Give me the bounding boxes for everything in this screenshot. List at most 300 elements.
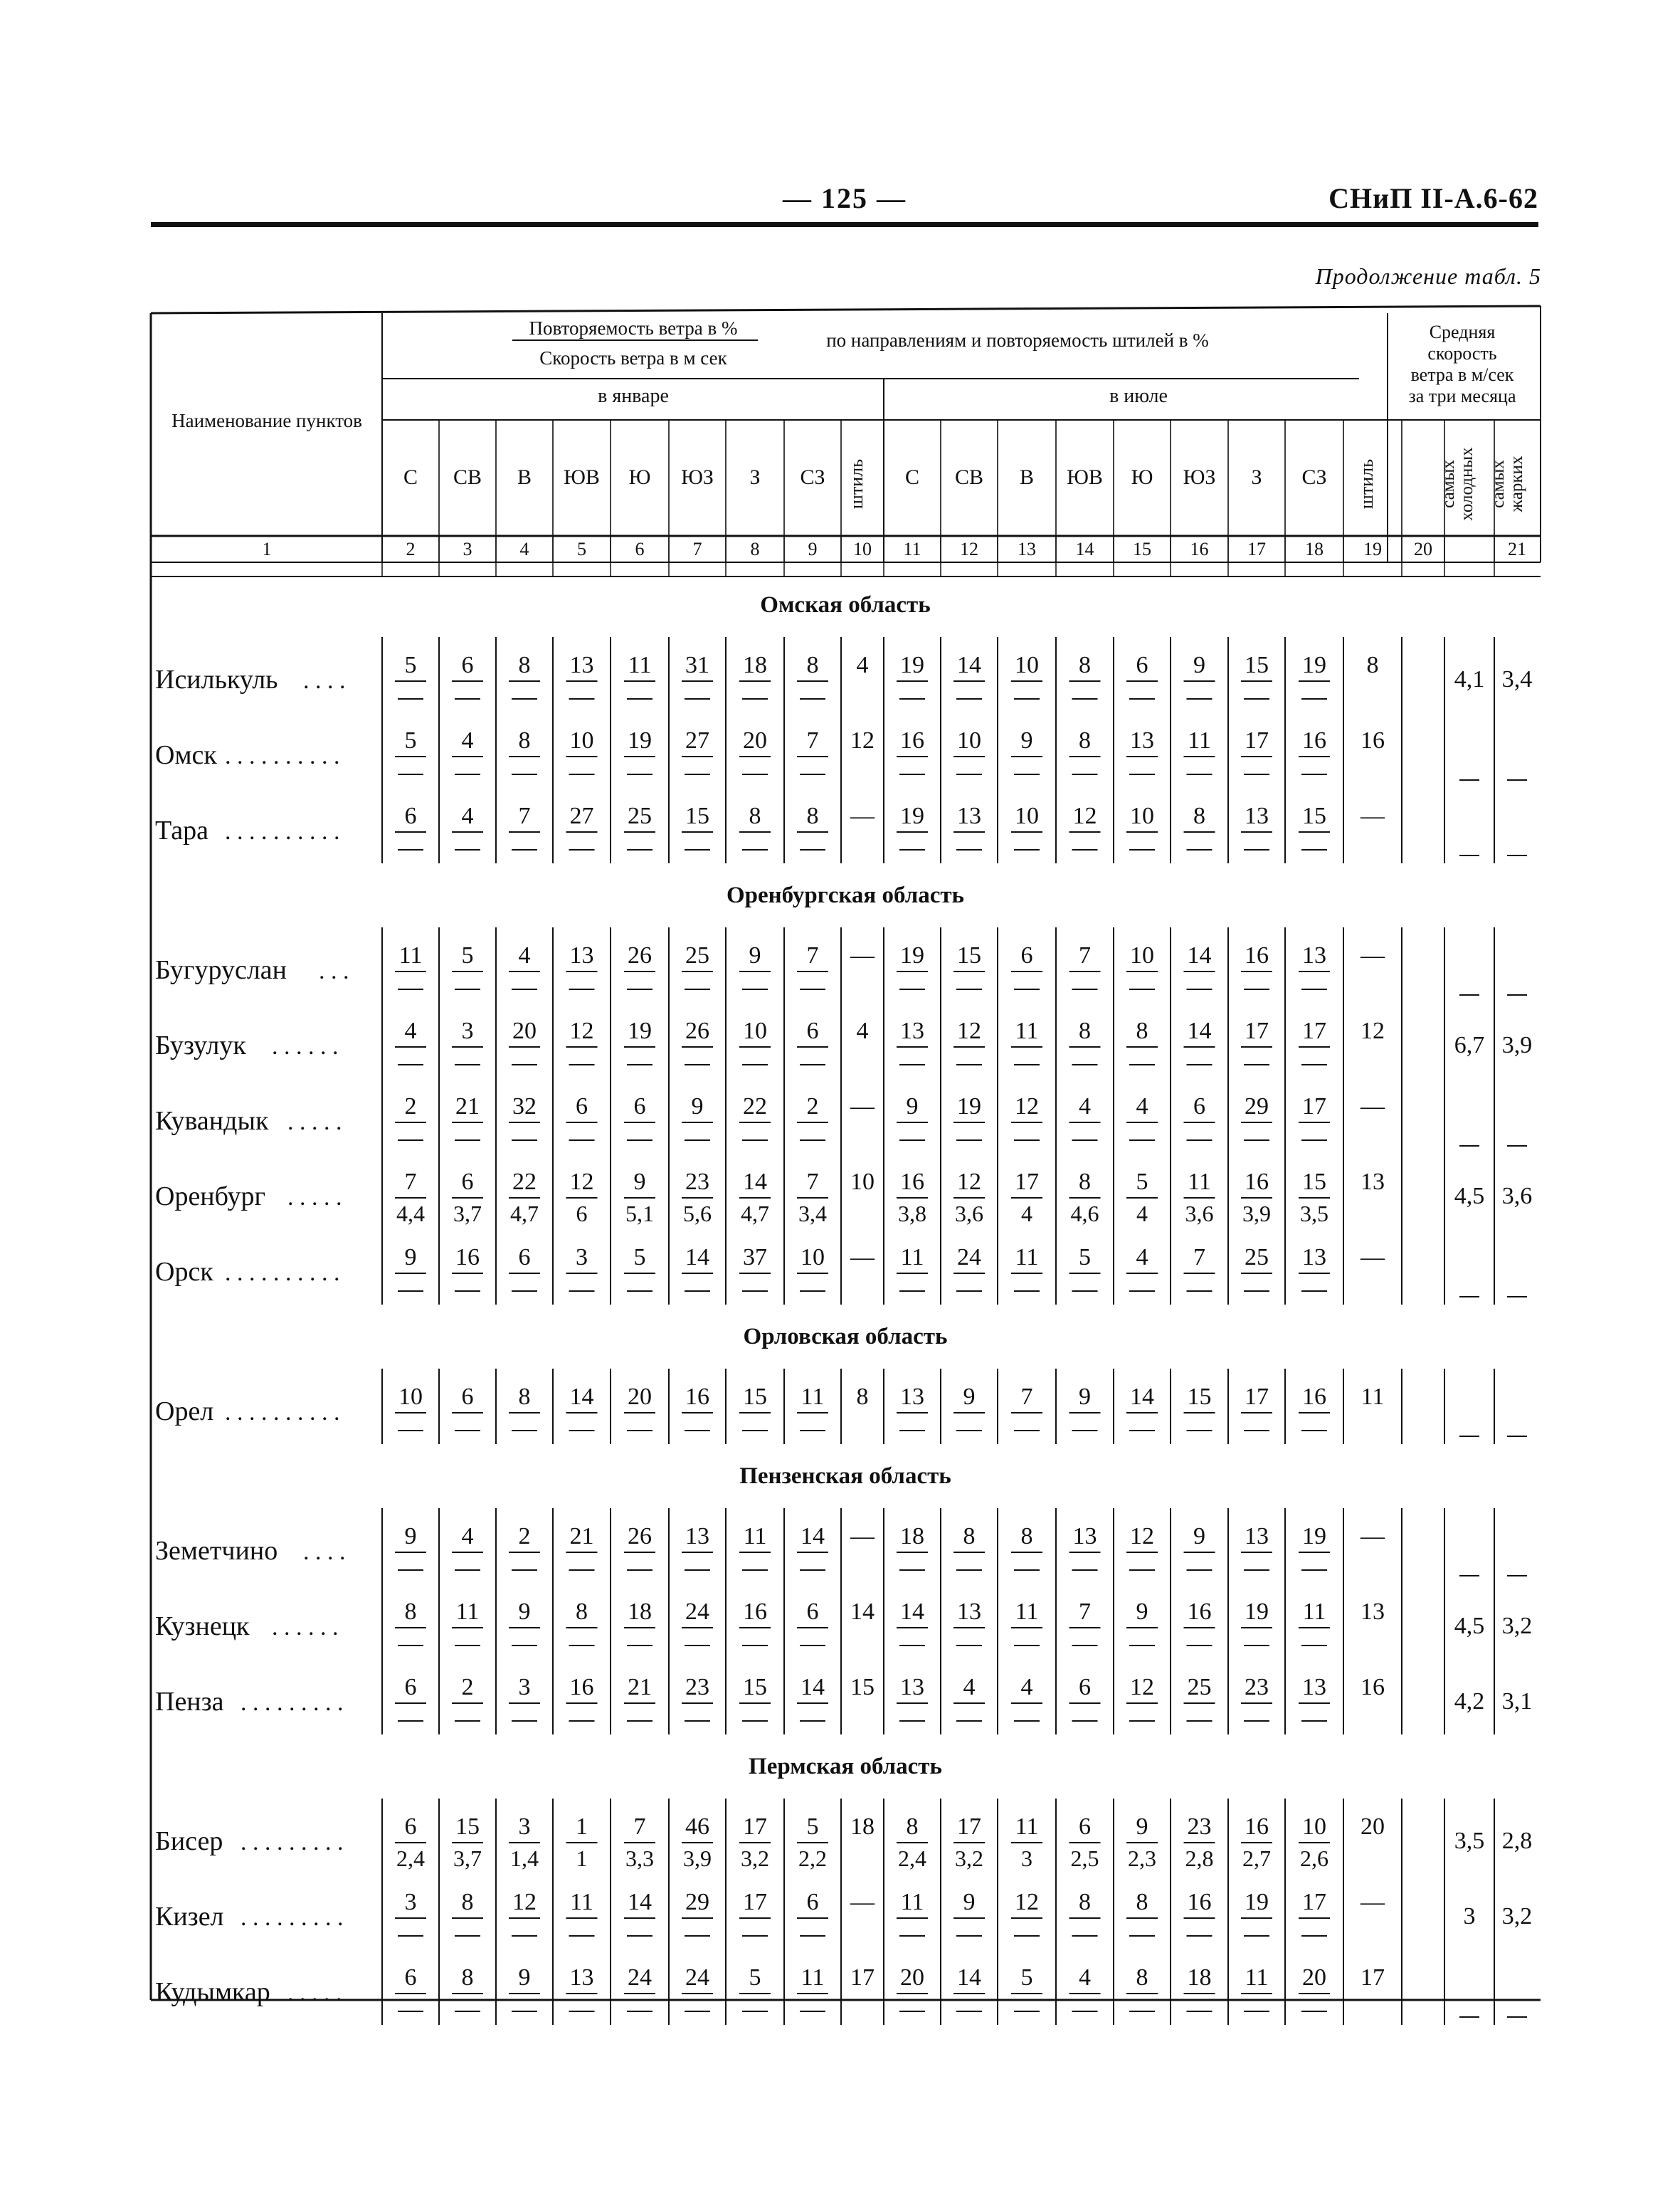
jul-frequency-value: 8 [906,1813,919,1840]
region-title: Пензенская область [739,1463,951,1489]
jan-frequency-value: 15 [743,1674,767,1700]
jan-calm-value: — [850,942,875,969]
station-name: Орел [155,1396,214,1426]
jan-calm-value: 4 [856,652,869,678]
avg-speed-value: 2,8 [1501,1828,1533,1854]
jan-frequency-value: 14 [628,1889,652,1915]
jul-frequency-value: 10 [1015,803,1039,829]
jul-frequency-value: 8 [1079,727,1091,754]
jul-speed-value: 3,6 [1185,1201,1214,1226]
column-number: 11 [903,539,921,559]
jul-speed-value: 3,5 [1300,1201,1328,1226]
dot-leader: . . . . . . . . . . [225,818,340,845]
avg-speed-value: 3 [1463,1903,1476,1929]
station-name: Исилькуль [155,665,278,695]
jul-speed-value: 4,6 [1070,1201,1099,1226]
jul-frequency-value: 7 [1079,942,1091,969]
jul-frequency-value: 11 [1015,1018,1039,1044]
jan-frequency-value: 7 [806,942,819,969]
jul-speed-value: 3 [1021,1846,1032,1871]
jul-frequency-value: 14 [1187,1018,1212,1044]
jul-calm-value: — [1361,1523,1385,1549]
jul-frequency-value: 8 [1136,1889,1148,1915]
jul-frequency-value: 13 [1245,803,1269,829]
jul-speed-value: 4 [1136,1201,1148,1226]
jan-frequency-value: 6 [576,1093,588,1120]
jan-speed-value: 6 [576,1201,588,1226]
jan-calm-value: 14 [850,1599,875,1625]
jan-calm-value: 4 [856,1018,869,1044]
jan-speed-value: 3,3 [625,1846,654,1871]
jan-frequency-value: 6 [633,1093,646,1120]
jan-frequency-value: 15 [743,1384,767,1410]
column-number: 19 [1363,539,1382,559]
station-name: Оренбург [155,1181,266,1211]
july-header: в июле [1109,385,1168,407]
jul-frequency-value: 19 [957,1093,981,1120]
july-direction-header: СВ [954,465,984,489]
jul-frequency-value: 11 [1188,727,1211,754]
jan-frequency-value: 8 [518,727,531,754]
dot-leader: . . . . . [287,1109,342,1135]
jul-frequency-value: 17 [1302,1018,1326,1044]
jan-frequency-value: 7 [404,1169,417,1195]
jul-frequency-value: 24 [957,1244,981,1270]
jan-frequency-value: 9 [633,1169,646,1195]
column-number: 2 [406,539,416,559]
jan-frequency-value: 24 [685,1599,709,1625]
jan-frequency-value: 21 [455,1093,480,1120]
jul-frequency-value: 13 [1130,727,1154,754]
column-number: 6 [635,539,645,559]
jan-frequency-value: 14 [685,1244,709,1270]
jan-frequency-value: 21 [628,1674,652,1700]
jul-frequency-value: 13 [900,1384,924,1410]
dot-leader: . . . . . . . . . . [225,743,340,769]
january-direction-header: ЮЗ [681,465,714,489]
january-direction-header: З [749,465,761,489]
jan-calm-value: 18 [850,1813,875,1840]
document-code: СНиП II-А.6-62 [1328,182,1538,214]
jan-frequency-value: 6 [461,1169,474,1195]
jul-calm-value: 12 [1361,1018,1385,1044]
jan-frequency-value: 8 [576,1599,588,1625]
jan-frequency-value: 14 [569,1384,594,1410]
july-direction-header: ЮЗ [1183,465,1216,489]
jan-frequency-value: 5 [404,727,417,754]
jul-frequency-value: 17 [1245,1018,1269,1044]
column-number: 4 [519,539,529,559]
january-direction-header: ЮВ [564,465,600,489]
jan-frequency-value: 20 [628,1384,652,1410]
jan-frequency-value: 4 [404,1018,417,1044]
jan-frequency-value: 27 [685,727,709,754]
column-number: 12 [960,539,978,559]
jul-frequency-value: 13 [1245,1523,1269,1549]
jul-frequency-value: 13 [900,1018,924,1044]
jul-frequency-value: 4 [1079,1964,1091,1991]
jul-frequency-value: 11 [1015,1244,1039,1270]
jan-frequency-value: 13 [569,1964,594,1991]
jul-frequency-value: 8 [1079,1169,1091,1195]
jan-frequency-value: 16 [455,1244,480,1270]
jul-frequency-value: 8 [1079,1018,1091,1044]
station-name: Земетчино [155,1536,278,1566]
jan-frequency-value: 15 [455,1813,480,1840]
jul-frequency-value: 4 [1136,1093,1148,1120]
column-number: 3 [463,539,472,559]
jan-frequency-value: 2 [518,1523,531,1549]
avg-speed-value: 4,5 [1454,1183,1485,1209]
column-number: 21 [1508,539,1526,559]
jul-frequency-value: 9 [963,1384,976,1410]
dot-leader: . . . . [303,668,346,694]
jul-speed-value: 3,2 [955,1846,983,1871]
avg-speed-header: Средняя [1429,322,1496,342]
jan-frequency-value: 8 [806,803,819,829]
jan-calm-value: 17 [850,1964,875,1991]
jan-speed-value: 5,6 [683,1201,712,1226]
july-direction-header: С [904,465,920,489]
avg-speed-value: 4,2 [1454,1688,1485,1715]
page-number: — 125 — [783,182,907,214]
jan-frequency-value: 31 [685,652,709,678]
jul-frequency-value: 4 [1136,1244,1148,1270]
jul-frequency-value: 6 [1079,1674,1091,1700]
jul-frequency-value: 10 [1130,803,1154,829]
station-name: Бугуруслан [155,955,287,985]
jul-speed-value: 2,7 [1242,1846,1271,1871]
jul-frequency-value: 9 [906,1093,919,1120]
jan-calm-value: — [850,1889,875,1915]
jan-frequency-value: 14 [801,1674,825,1700]
jul-frequency-value: 8 [1136,1964,1148,1991]
column-number: 1 [262,539,272,559]
jan-frequency-value: 9 [518,1599,531,1625]
jan-calm-value: — [850,1244,875,1270]
jan-frequency-value: 11 [801,1964,825,1991]
jul-frequency-value: 17 [1302,1889,1326,1915]
jul-frequency-value: 17 [1015,1169,1039,1195]
jan-frequency-value: 3 [404,1889,417,1915]
column-number: 14 [1075,539,1094,559]
jul-frequency-value: 18 [900,1523,924,1549]
jan-frequency-value: 7 [633,1813,646,1840]
jul-calm-value: 13 [1361,1599,1385,1625]
column-number: 18 [1305,539,1324,559]
dot-leader: . . . . . . . . . [241,1829,344,1855]
jul-frequency-value: 19 [1245,1599,1269,1625]
station-name: Кудымкар [155,1977,270,2007]
column-number: 13 [1018,539,1036,559]
avg-speed-value: 3,2 [1501,1903,1533,1929]
jul-frequency-value: 4 [1079,1093,1091,1120]
jul-frequency-value: 14 [1130,1384,1154,1410]
jan-speed-value: 3,7 [453,1201,482,1226]
jul-frequency-value: 9 [1193,652,1205,678]
jul-calm-value: 8 [1366,652,1379,678]
jan-speed-value: 3,9 [683,1846,712,1871]
jul-frequency-value: 12 [957,1018,981,1044]
jul-frequency-value: 4 [1020,1674,1033,1700]
january-header: в январе [598,385,669,407]
jul-speed-value: 2,8 [1185,1846,1214,1871]
jul-frequency-value: 10 [1302,1813,1326,1840]
jan-frequency-value: 11 [455,1599,480,1625]
dot-leader: . . . . . [287,1184,342,1211]
jul-calm-value: — [1361,803,1385,829]
jul-speed-value: 3,8 [898,1201,926,1226]
hottest-header: самых [1489,460,1508,508]
avg-speed-header: за три месяца [1408,386,1516,406]
jul-frequency-value: 8 [1020,1523,1033,1549]
jan-frequency-value: 9 [518,1964,531,1991]
dot-leader: . . . . . . [272,1033,339,1060]
jul-frequency-value: 17 [1245,727,1269,754]
jul-frequency-value: 16 [900,1169,924,1195]
jan-speed-value: 4,7 [510,1201,539,1226]
jul-frequency-value: 9 [1079,1384,1091,1410]
jul-frequency-value: 6 [1193,1093,1205,1120]
jul-frequency-value: 15 [1302,1169,1326,1195]
jan-frequency-value: 11 [570,1889,593,1915]
january-direction-header: Ю [628,465,651,489]
directions-label: по направлениям и повторяемость штилей в % [826,330,1209,351]
station-name: Кизел [155,1902,224,1932]
jul-frequency-value: 16 [1187,1889,1212,1915]
jul-frequency-value: 18 [1187,1964,1212,1991]
jan-calm-value: 8 [856,1384,869,1410]
region-title: Оренбургская область [726,883,965,908]
jul-frequency-value: 14 [900,1599,924,1625]
avg-speed-value: 4,1 [1454,666,1485,693]
jul-frequency-value: 17 [1245,1384,1269,1410]
column-number: 15 [1133,539,1151,559]
jan-frequency-value: 3 [518,1813,531,1840]
jan-frequency-value: 7 [806,1169,819,1195]
jan-frequency-value: 13 [569,652,594,678]
jan-frequency-value: 8 [461,1889,474,1915]
station-name: Бузулук [155,1031,246,1060]
jan-frequency-value: 3 [576,1244,588,1270]
jul-frequency-value: 13 [957,1599,981,1625]
jan-frequency-value: 3 [518,1674,531,1700]
july-calm-header: штиль [1356,458,1377,510]
jul-frequency-value: 17 [957,1813,981,1840]
jul-frequency-value: 19 [900,652,924,678]
avg-speed-value: 4,5 [1454,1613,1485,1639]
coldest-header: самых [1439,460,1458,508]
jan-frequency-value: 1 [576,1813,588,1840]
jul-speed-value: 3,6 [955,1201,983,1226]
jan-frequency-value: 14 [801,1523,825,1549]
jan-frequency-value: 6 [518,1244,531,1270]
jan-frequency-value: 20 [512,1018,537,1044]
jul-frequency-value: 10 [1015,652,1039,678]
jul-frequency-value: 16 [1302,727,1326,754]
dot-leader: . . . . . . . . . [241,1690,344,1716]
jul-frequency-value: 13 [1302,1674,1326,1700]
dot-leader: . . . . . . . . . . [225,1399,340,1426]
dot-leader: . . . . [303,1539,346,1565]
jan-frequency-value: 4 [461,803,474,829]
jan-frequency-value: 6 [404,1674,417,1700]
jul-frequency-value: 8 [1079,1889,1091,1915]
avg-speed-header: ветра в м/сек [1410,364,1514,385]
jan-frequency-value: 22 [512,1169,537,1195]
jul-frequency-value: 11 [1245,1964,1269,1991]
jul-frequency-value: 11 [900,1889,924,1915]
jul-frequency-value: 25 [1187,1674,1212,1700]
jul-calm-value: — [1361,1093,1385,1120]
jan-frequency-value: 12 [569,1018,594,1044]
jul-frequency-value: 11 [1015,1813,1039,1840]
jul-frequency-value: 12 [1015,1093,1039,1120]
jan-speed-value: 4,4 [396,1201,425,1226]
region-title: Омская область [760,592,931,618]
jan-frequency-value: 11 [743,1523,767,1549]
jan-frequency-value: 9 [749,942,761,969]
jan-frequency-value: 5 [749,1964,761,1991]
jan-frequency-value: 16 [569,1674,594,1700]
jul-frequency-value: 13 [1302,942,1326,969]
jul-frequency-value: 8 [1079,652,1091,678]
jan-frequency-value: 19 [628,727,652,754]
jan-frequency-value: 20 [743,727,767,754]
jan-frequency-value: 13 [685,1523,709,1549]
avg-speed-value: 6,7 [1454,1032,1485,1058]
jan-calm-value: — [850,1523,875,1549]
jan-frequency-value: 24 [628,1964,652,1991]
jan-speed-value: 5,1 [625,1201,654,1226]
jul-frequency-value: 19 [1245,1889,1269,1915]
station-name: Кувандык [155,1106,269,1136]
jul-frequency-value: 13 [957,803,981,829]
jul-frequency-value: 11 [1302,1599,1326,1625]
jan-frequency-value: 15 [685,803,709,829]
jul-frequency-value: 6 [1136,652,1148,678]
jan-frequency-value: 23 [685,1674,709,1700]
jan-frequency-value: 10 [801,1244,825,1270]
jul-calm-value: — [1361,1244,1385,1270]
jan-frequency-value: 24 [685,1964,709,1991]
station-name: Омск [155,740,217,770]
jan-frequency-value: 6 [461,1384,474,1410]
jan-frequency-value: 9 [691,1093,704,1120]
jul-frequency-value: 11 [900,1244,924,1270]
january-direction-header: С [403,465,418,489]
jan-frequency-value: 32 [512,1093,537,1120]
jan-frequency-value: 11 [801,1384,825,1410]
column-number: 9 [808,539,818,559]
jul-frequency-value: 19 [1302,652,1326,678]
jan-frequency-value: 6 [404,1813,417,1840]
jan-frequency-value: 5 [806,1813,819,1840]
july-direction-header: ЮВ [1067,465,1103,489]
avg-speed-value: 3,2 [1501,1613,1533,1639]
jul-speed-value: 2,4 [898,1846,926,1871]
jul-frequency-value: 23 [1187,1813,1212,1840]
jul-frequency-value: 20 [900,1964,924,1991]
jul-frequency-value: 10 [957,727,981,754]
jul-frequency-value: 25 [1245,1244,1269,1270]
jan-frequency-value: 25 [628,803,652,829]
jul-frequency-value: 8 [963,1523,976,1549]
jul-frequency-value: 19 [900,803,924,829]
jul-calm-value: 16 [1361,727,1385,754]
jan-frequency-value: 16 [743,1599,767,1625]
speed-label: Скорость ветра в м сек [539,347,727,369]
jan-frequency-value: 4 [461,727,474,754]
jan-frequency-value: 11 [628,652,652,678]
january-direction-header: СВ [453,465,482,489]
avg-speed-header: скорость [1427,343,1497,364]
jan-frequency-value: 12 [512,1889,537,1915]
station-name: Пенза [155,1687,224,1717]
jan-calm-value: 10 [850,1169,875,1195]
july-direction-header: Ю [1131,465,1153,489]
jul-frequency-value: 8 [1193,803,1205,829]
jan-frequency-value: 11 [398,942,423,969]
jan-frequency-value: 6 [404,803,417,829]
jan-frequency-value: 5 [633,1244,646,1270]
jan-frequency-value: 27 [569,803,594,829]
january-direction-header: СЗ [800,465,825,489]
column-number: 8 [750,539,760,559]
station-name: Орск [155,1257,213,1287]
jul-frequency-value: 9 [1193,1523,1205,1549]
dot-leader: . . . . . . . . . [241,1905,344,1931]
jan-frequency-value: 26 [628,1523,652,1549]
jul-frequency-value: 6 [1079,1813,1091,1840]
jan-frequency-value: 2 [461,1674,474,1700]
jul-frequency-value: 16 [1302,1384,1326,1410]
jan-frequency-value: 2 [806,1093,819,1120]
station-name: Бисер [155,1826,223,1856]
jan-frequency-value: 7 [518,803,531,829]
jul-frequency-value: 16 [1245,942,1269,969]
july-direction-header: З [1251,465,1262,489]
jan-frequency-value: 37 [743,1244,767,1270]
jul-calm-value: 16 [1361,1674,1385,1700]
jul-frequency-value: 4 [963,1674,976,1700]
jul-calm-value: 20 [1361,1813,1385,1840]
jan-speed-value: 3,7 [453,1846,482,1871]
jan-frequency-value: 22 [743,1093,767,1120]
jul-frequency-value: 14 [1187,942,1212,969]
region-title: Пермская область [749,1754,942,1779]
dot-leader: . . . . . . . . . . [225,1260,340,1286]
station-name: Тара [155,816,208,846]
jul-frequency-value: 23 [1245,1674,1269,1700]
jan-calm-value: 15 [850,1674,875,1700]
dot-leader: . . . [319,958,349,984]
jul-frequency-value: 16 [1245,1813,1269,1840]
jan-frequency-value: 16 [685,1384,709,1410]
jan-frequency-value: 5 [461,942,474,969]
jan-frequency-value: 23 [685,1169,709,1195]
jul-frequency-value: 12 [1015,1889,1039,1915]
jan-speed-value: 4,7 [741,1201,769,1226]
jan-frequency-value: 12 [569,1169,594,1195]
jan-speed-value: 3,4 [798,1201,827,1226]
station-name: Кузнецк [155,1611,250,1641]
jan-calm-value: — [850,1093,875,1120]
jul-frequency-value: 7 [1020,1384,1033,1410]
jan-frequency-value: 7 [806,727,819,754]
jan-frequency-value: 5 [404,652,417,678]
region-title: Орловская область [743,1324,948,1349]
